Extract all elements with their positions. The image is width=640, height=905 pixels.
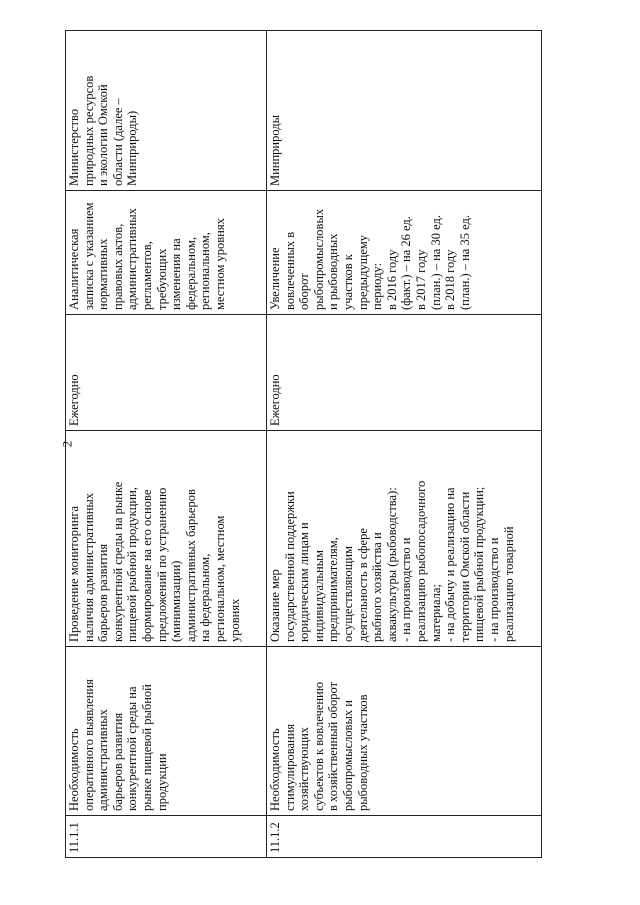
problem-cell (267, 647, 542, 816)
period-text: Ежегодно (268, 374, 282, 426)
measure-text: Оказание мер государственной поддержки юридическим лицам и индивидуальным предпринимателям, осуществляющим деятельность в сфере рыбного хозяйства и аквакультуры (рыбоводства): - на производство и реализацию рыбопосадочного материала; - на добычу и реализацию на территории Омской области пищевой рыбной продукции; - на производство и реализацию товарной (268, 480, 516, 642)
measure-text: Проведение мониторинга наличия административных барьеров развития конкурентной среды на рынке пищевой рыбной продукции, формирование на его основе предложений по устранению (минимизации) административных барьеров на федеральном, региональном, местном уровнях (67, 481, 242, 642)
problem-cell (66, 647, 267, 816)
row-number: 11.1.2 (268, 822, 282, 853)
executor-text: Министерство природных ресурсов и экологии Омской области (далее – Минприроды) (67, 75, 140, 186)
rotated-page-content (65, 30, 549, 858)
result-text: Увеличение вовлеченных в оборот рыбопромысловых и рыбоводных участков к предыдущему периоду: в 2016 году (факт.) – на 26 ед. в 2017 году (план.) – на 30 ед. в 2018 году (план.) – на 35 ед. (268, 208, 472, 310)
executor-cell (267, 31, 542, 191)
measure-cell (267, 431, 542, 647)
period-cell (267, 315, 542, 431)
problem-text: Необходимость оперативного выявления административных барьеров развития конкурентной среды на рынке пищевой рыбной продукции (67, 679, 169, 811)
period-text: Ежегодно (67, 374, 81, 426)
problem-text: Необходимость стимулирования хозяйствующих субъектов к вовлечению в хозяйственный оборот рыбопромысловых и рыбоводных участков (268, 681, 370, 811)
table-row (66, 31, 267, 858)
row-number: 11.1.1 (67, 822, 81, 853)
row-number-cell (267, 816, 542, 858)
result-cell (66, 191, 267, 315)
page-number: 2 (59, 440, 75, 448)
row-number-cell (66, 816, 267, 858)
measure-cell (66, 431, 267, 647)
executor-text: Минприроды (268, 114, 282, 186)
executor-cell (66, 31, 267, 191)
table-row (267, 31, 542, 858)
measures-table (65, 30, 542, 858)
result-text: Аналитическая записка с указанием нормативных правовых актов, административных регламентов, требующих изменения на федеральном, региональном, местном уровнях (67, 202, 227, 310)
result-cell (267, 191, 542, 315)
period-cell (66, 315, 267, 431)
